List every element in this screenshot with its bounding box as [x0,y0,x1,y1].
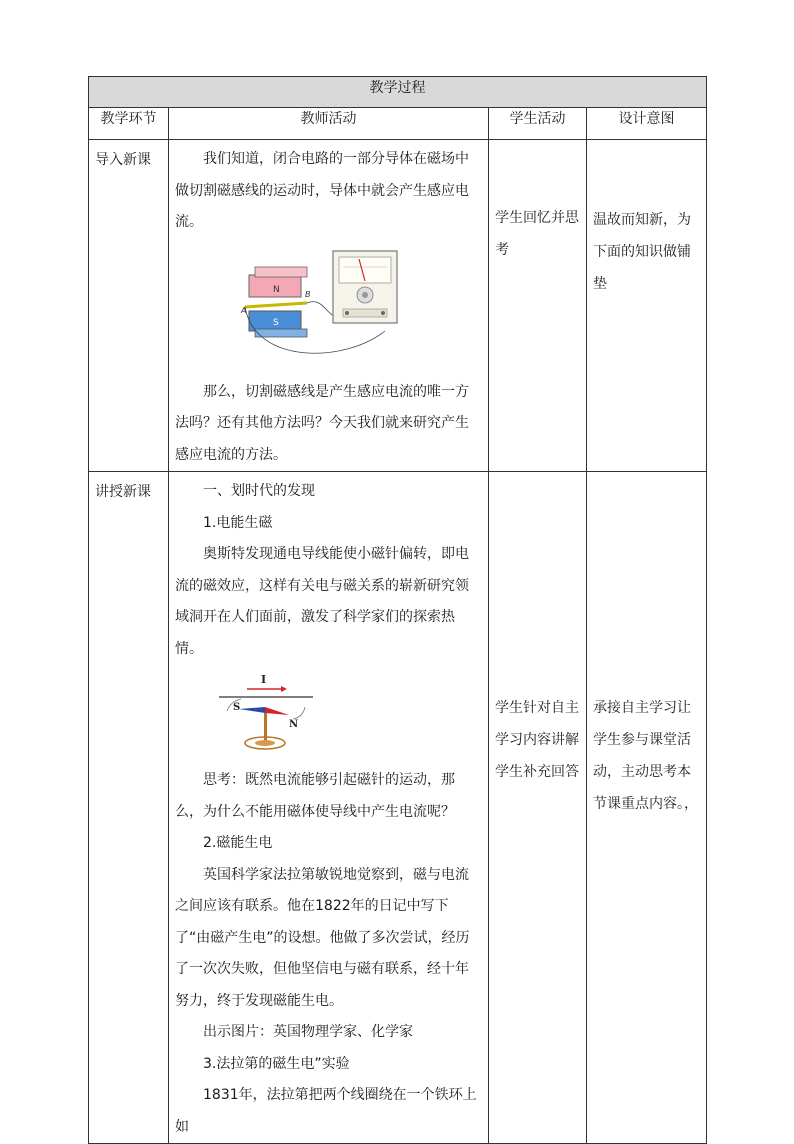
label-b: B [305,289,311,299]
header-intent: 设计意图 [587,108,707,140]
compass-needle-diagram [217,671,317,755]
section-heading-1: 一、划时代的发现 [203,483,315,499]
induction-apparatus-diagram [235,245,405,367]
student-activity-new-lesson-text: 学生针对自主学习内容讲解学生补充回答 [495,700,579,780]
header-stage: 教学环节 [89,108,169,140]
teacher-cell-intro [169,140,489,472]
table-title: 教学过程 [89,77,707,108]
stage-new-lesson: 讲授新课 [89,472,169,1144]
show-picture-text: 出示图片：英国物理学家、化学家 [203,1024,413,1040]
stage-intro: 导入新课 [89,140,169,472]
table-row [89,140,707,472]
galvanometer-figure [235,245,482,371]
lesson-process-table [88,76,707,1144]
table-row [89,472,707,1144]
think-question: 思考：既然电流能够引起磁针的运动，那么，为什么不能用磁体使导线中产生电流呢？ [175,772,455,820]
subheading-magnetism-to-electricity: 2.磁能生电 [203,835,273,851]
faraday-paragraph: 英国科学家法拉第敏锐地觉察到，磁与电流之间应该有联系。他在1822年的日记中写下了“由磁产生电”的设想。他做了多次尝试，经历了一次次失败，但他坚信电与磁有联系，经十年努力，终于发现磁能生电。 [175,866,470,1009]
needle-s-label: S [233,702,241,713]
subheading-faraday-experiment: 3.法拉第的磁生电”实验 [203,1055,350,1072]
subheading-electricity-to-magnetism: 1.电能生磁 [203,514,273,531]
current-label: I [261,673,267,686]
student-activity-intro-text: 学生回忆并思考 [495,210,579,258]
design-intent-intro-text: 温故而知新，为下面的知识做铺垫 [593,212,691,292]
student-activity-intro [489,140,587,472]
design-intent-new-lesson-text: 承接自主学习让学生参与课堂活动，主动思考本节课重点内容。， [593,700,698,812]
experiment-paragraph: 1831年，法拉第把两个线圈绕在一个铁环上如 [175,1087,477,1135]
student-activity-new-lesson [489,472,587,1144]
intro-paragraph-1: 我们知道，闭合电路的一部分导体在磁场中做切割磁感线的运动时，导体中就会产生感应电流。 [175,151,469,230]
magnet-s-label: S [273,317,279,328]
header-teacher: 教师活动 [169,108,489,140]
needle-n-label: N [289,719,299,730]
label-a: A [241,305,247,315]
intro-paragraph-2: 那么，切割磁感线是产生感应电流的唯一方法吗？还有其他方法吗？今天我们就来研究产生感应电流的方法。 [175,383,469,463]
magnet-n-label: N [273,284,280,295]
header-student: 学生活动 [489,108,587,140]
design-intent-new-lesson [587,472,707,1144]
oersted-paragraph: 奥斯特发现通电导线能使小磁针偏转，即电流的磁效应，这样有关电与磁关系的崭新研究领域洞开在人们面前，激发了科学家们的探索热情。 [175,546,469,657]
oersted-figure [217,671,482,759]
teacher-cell-new-lesson [169,472,489,1144]
design-intent-intro [587,140,707,472]
